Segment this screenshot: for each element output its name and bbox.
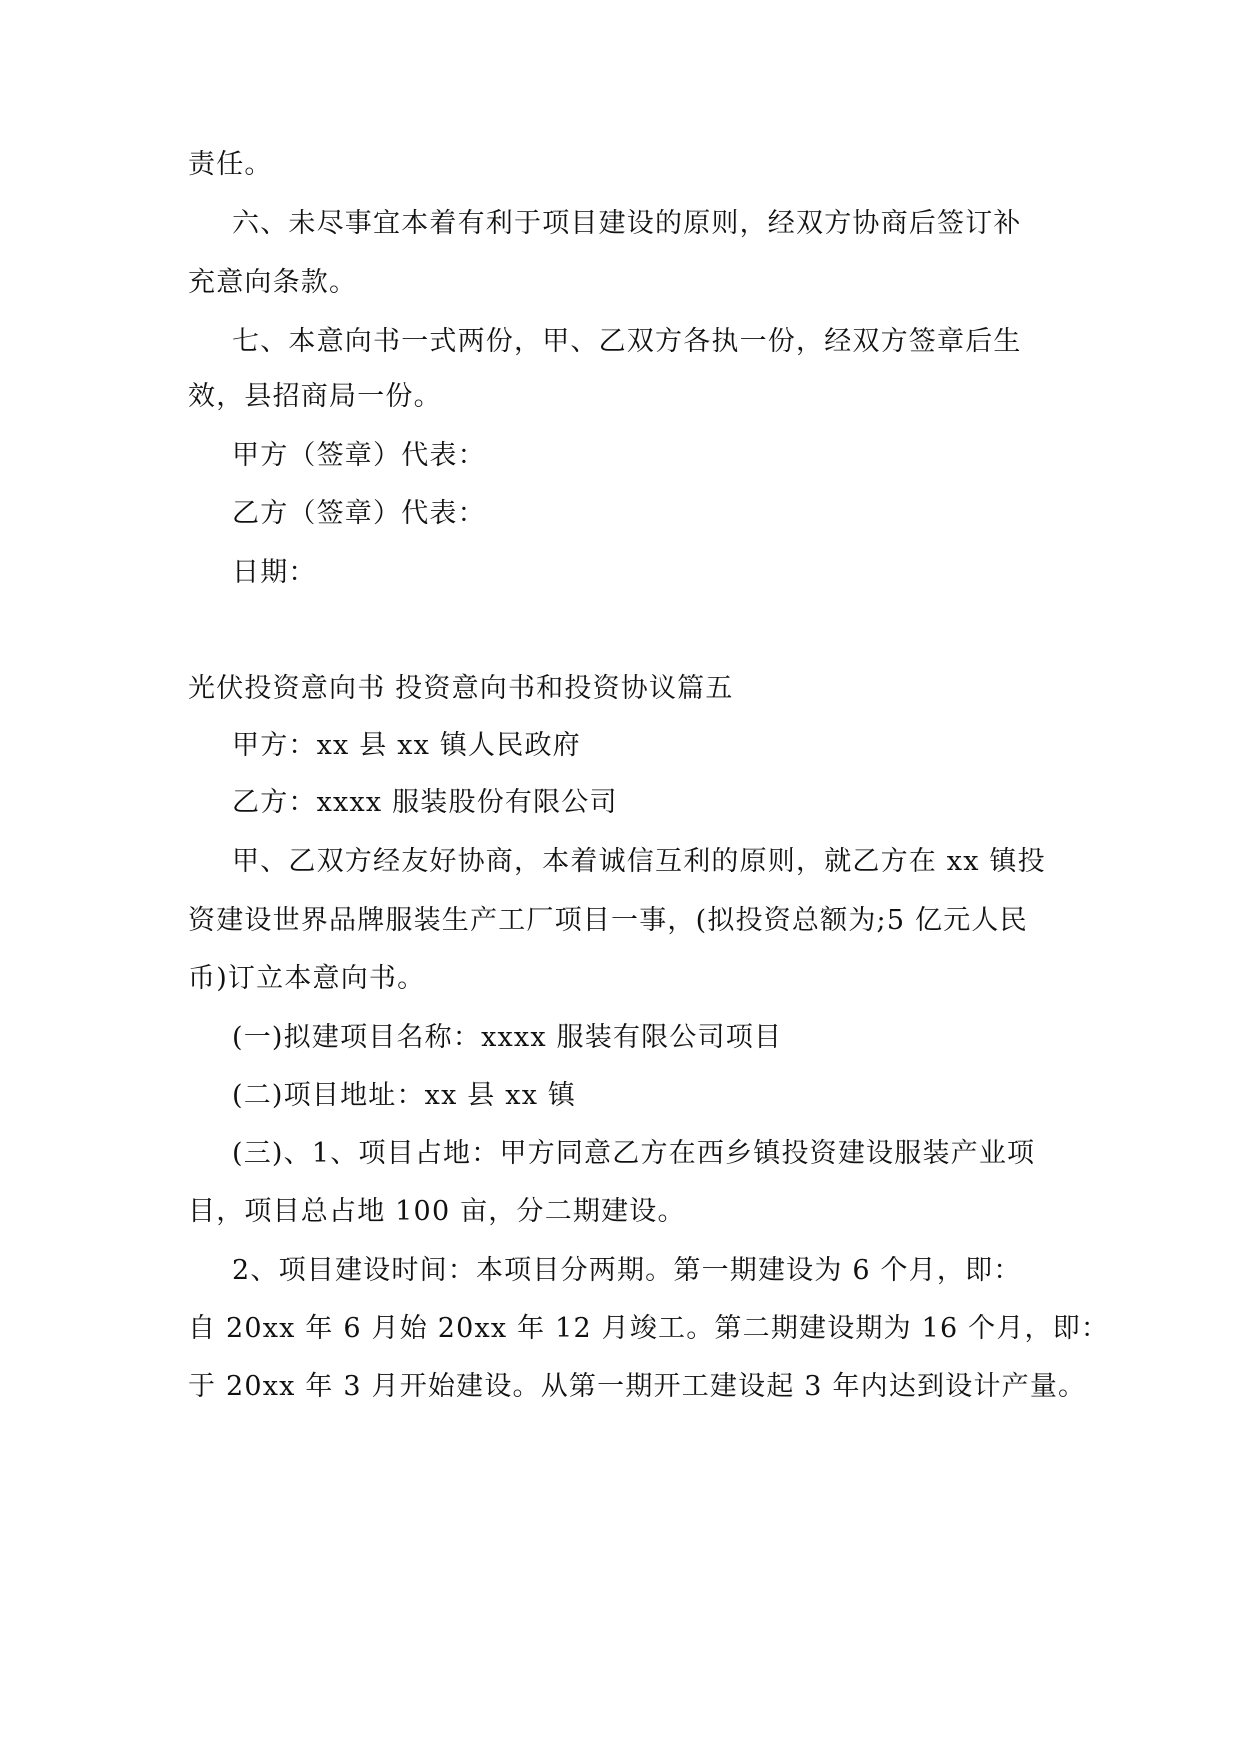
project-address-line: (二)项目地址：xx 县 xx 镇 [232,1080,577,1111]
text-line-responsibility: 责任。 [188,149,273,180]
schedule-line-3: 于 20xx 年 3 月开始建设。从第一期开工建设起 3 年内达到设计产量。 [188,1371,1087,1402]
party-b-line: 乙方：xxxx 服装股份有限公司 [232,787,618,818]
party-a-signature: 甲方（签章）代表： [232,440,486,471]
party-a-line: 甲方：xx 县 xx 镇人民政府 [232,730,581,761]
land-use-line-2: 目，项目总占地 100 亩，分二期建设。 [188,1196,686,1227]
clause-6-line-1: 六、未尽事宜本着有利于项目建设的原则，经双方协商后签订补 [232,208,1022,239]
clause-6-line-2: 充意向条款。 [188,267,358,298]
section-heading: 光伏投资意向书 投资意向书和投资协议篇五 [188,673,734,704]
clause-7-line-1: 七、本意向书一式两份，甲、乙双方各执一份，经双方签章后生 [232,326,1022,357]
intro-line-3: 币)订立本意向书。 [188,963,426,994]
schedule-line-2: 自 20xx 年 6 月始 20xx 年 12 月竣工。第二期建设期为 16 个月，即： [188,1313,1110,1344]
intro-line-2: 资建设世界品牌服装生产工厂项目一事，(拟投资总额为;5 亿元人民 [188,905,1028,936]
date-line: 日期： [232,557,317,588]
intro-line-1: 甲、乙双方经友好协商，本着诚信互利的原则，就乙方在 xx 镇投 [232,846,1046,877]
land-use-line-1: (三)、1、项目占地：甲方同意乙方在西乡镇投资建设服装产业项 [232,1138,1036,1169]
party-b-signature: 乙方（签章）代表： [232,498,486,529]
project-name-line: (一)拟建项目名称：xxxx 服装有限公司项目 [232,1022,783,1053]
clause-7-line-2: 效，县招商局一份。 [188,381,442,412]
schedule-line-1: 2、项目建设时间：本项目分两期。第一期建设为 6 个月，即： [232,1255,1022,1286]
